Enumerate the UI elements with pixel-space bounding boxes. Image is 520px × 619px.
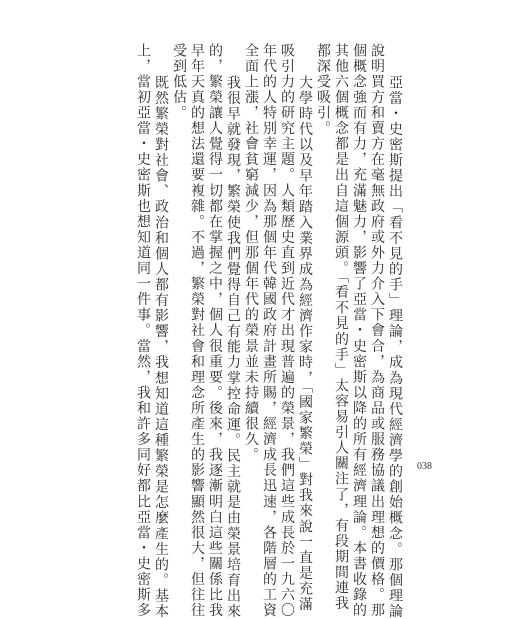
text-column: 吸引力的研究主題。人類歷史直到近代才出現普遍的榮景，我們這些成長於一九六〇 (279, 43, 295, 619)
text-column: 個概念強而有力，充滿魅力，影響了亞當・史密斯以降的所有經濟理論。本書收錄的 (351, 43, 367, 619)
text-column: 上，當初亞當・史密斯也想知道同一件事。當然，我和許多同好都比亞當・史密斯多 (135, 43, 151, 619)
text-column: 受到低估。 (171, 43, 187, 121)
text-column: 全面上漲，社會貧窮減少，但那個年代的榮景並未持續很久。 (243, 43, 259, 463)
text-column: 大學時代以及早年踏入業界成為經濟作家時，「國家繁榮」對我來說一直是充滿 (297, 75, 313, 613)
text-column: 年代的人特別幸運，因為那個年代韓國政府計畫所賜，經濟成長迅速，各階層的工資 (261, 43, 277, 619)
text-column: 說明買方和賣方在毫無政府或外力介入下會合，為商品或服務協議出理想的價格。那 (369, 43, 385, 619)
page-number: 038 (417, 461, 432, 472)
text-column: 早年天真的想法還要複雜。不過，繁榮對社會和理念所產生的影響顯然很大，但往往 (189, 43, 205, 619)
text-column: 亞當・史密斯提出「看不見的手」理論，成為現代經濟學的創始概念。那個理論 (387, 75, 403, 619)
text-column: 都深受吸引。 (315, 43, 331, 137)
text-column: 既然繁榮對社會、政治和個人都有影響，我想知道這種繁榮是怎麼產生的。基本 (153, 75, 169, 619)
text-column: 的，繁榮讓人覺得一切都在掌握之中，個人很重要。後來，我逐漸明白這些關係比我 (207, 43, 223, 619)
vertical-text-body (112, 43, 403, 619)
text-column: 其他六個概念都是出自這個源頭。「看不見的手」太容易引人關注了，有段期間連我 (333, 43, 349, 612)
text-column: 我很早就發現，繁榮使我們覺得自己有能力掌控命運。民主就是由榮景培育出來 (225, 75, 241, 619)
